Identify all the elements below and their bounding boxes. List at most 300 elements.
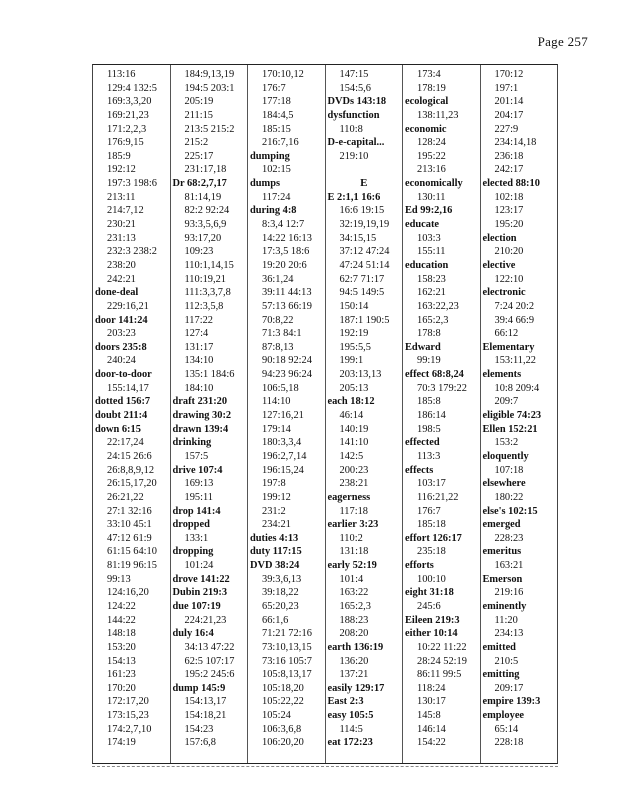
- index-term: duties 4:13: [250, 532, 299, 544]
- index-reference: 177:18: [262, 96, 291, 108]
- index-reference: 199:1: [339, 355, 364, 367]
- index-reference: 70:3 179:22: [417, 382, 467, 394]
- index-reference: 103:17: [417, 478, 446, 490]
- index-term: drive 107:4: [172, 464, 223, 476]
- index-reference: 174:19: [107, 737, 136, 749]
- index-reference: 174:2,7,10: [107, 723, 152, 735]
- index-reference: 99:19: [417, 355, 441, 367]
- index-reference: 154:22: [417, 737, 446, 749]
- index-reference: 163:22: [339, 587, 369, 599]
- index-reference: 176:7: [262, 82, 286, 94]
- index-reference: 238:20: [107, 259, 136, 271]
- index-reference: 204:17: [494, 109, 524, 121]
- index-reference: 195:20: [494, 219, 524, 231]
- index-reference: 87:8,13: [262, 341, 294, 353]
- index-term: dump 145:9: [172, 682, 226, 694]
- index-reference: 185:8: [417, 396, 441, 408]
- index-reference: 154:13: [107, 655, 136, 667]
- index-term: DVDs 143:18: [327, 96, 387, 108]
- index-reference: 216:7,16: [262, 137, 299, 149]
- index-term: education: [405, 259, 449, 271]
- index-reference: 26:15,17,20: [107, 478, 157, 490]
- index-reference: 33:10 45:1: [107, 519, 152, 531]
- index-reference: 110:1,14,15: [184, 259, 234, 271]
- index-reference: 137:21: [339, 669, 369, 681]
- index-reference: 101:24: [184, 560, 214, 572]
- index-reference: 142:5: [339, 450, 364, 462]
- index-reference: 65:20,23: [262, 600, 299, 612]
- index-reference: [326, 163, 403, 177]
- index-reference: 39:3,6,13: [262, 573, 302, 585]
- index-reference: 178:19: [417, 82, 446, 94]
- index-term: Ed 99:2,16: [405, 205, 453, 217]
- index-reference: 124:16,20: [107, 587, 149, 599]
- index-reference: 155:14,17: [107, 382, 149, 394]
- index-term: Dr 68:2,7,17: [172, 178, 227, 190]
- index-reference: 196:2,7,14: [262, 450, 307, 462]
- index-term: duty 117:15: [250, 546, 302, 558]
- index-term: dotted 156:7: [95, 396, 151, 408]
- index-term: drove 141:22: [172, 573, 230, 585]
- page-number: Page 257: [537, 34, 588, 49]
- index-reference: 208:20: [339, 628, 369, 640]
- index-reference: 170:20: [107, 682, 136, 694]
- index-reference: 176:7: [417, 505, 441, 517]
- index-reference: 184:10: [184, 382, 214, 394]
- index-reference: 46:14: [339, 410, 364, 422]
- index-reference: 236:18: [494, 150, 524, 162]
- index-reference: 62:5 107:17: [184, 655, 235, 667]
- index-reference: 37:12 47:24: [339, 246, 390, 258]
- index-reference: 117:22: [184, 314, 213, 326]
- index-reference: 148:18: [107, 628, 136, 640]
- index-term: door-to-door: [95, 369, 152, 381]
- index-reference: 153:2: [494, 437, 519, 449]
- index-reference: 124:22: [107, 600, 136, 612]
- index-term: elements: [482, 369, 522, 381]
- index-reference: 106:20,20: [262, 737, 304, 749]
- index-reference: 39:18,22: [262, 587, 299, 599]
- index-reference: 110:2: [339, 532, 363, 544]
- index-reference: 245:6: [417, 600, 441, 612]
- index-reference: 232:3 238:2: [107, 246, 157, 258]
- index-reference: 140:19: [339, 423, 369, 435]
- index-reference: 141:10: [339, 437, 369, 449]
- index-reference: 187:1 190:5: [339, 314, 390, 326]
- index-term: emitting: [482, 669, 520, 681]
- index-reference: 129:4 132:5: [107, 82, 157, 94]
- index-term: dumps: [250, 178, 281, 190]
- index-reference: 205:19: [184, 96, 214, 108]
- index-reference: 138:11,23: [417, 109, 459, 121]
- index-reference: 81:14,19: [184, 191, 222, 203]
- index-reference: 213:11: [107, 191, 136, 203]
- index-reference: 154:5,6: [339, 82, 371, 94]
- index-reference: 117:24: [262, 191, 291, 203]
- index-reference: 81:19 96:15: [107, 560, 157, 572]
- index-term: emeritus: [482, 546, 522, 558]
- index-reference: 185:15: [262, 123, 291, 135]
- index-reference: 205:13: [339, 382, 369, 394]
- index-reference: 214:7,12: [107, 205, 144, 217]
- index-reference: 213:5 215:2: [184, 123, 235, 135]
- index-reference: 135:1 184:6: [184, 369, 235, 381]
- index-term: elective: [482, 259, 516, 271]
- index-column-4: [326, 65, 404, 763]
- index-reference: 163:21: [494, 560, 524, 572]
- index-reference: 70:8,22: [262, 314, 294, 326]
- index-reference: 10:8 209:4: [494, 382, 540, 394]
- index-term: eminently: [482, 600, 527, 612]
- index-reference: 178:8: [417, 328, 441, 340]
- index-reference: 100:10: [417, 573, 446, 585]
- index-column-1: [93, 65, 171, 763]
- index-reference: 184:9,13,19: [184, 69, 235, 80]
- index-reference: 163:22,23: [417, 300, 459, 312]
- index-reference: 230:21: [107, 219, 136, 231]
- index-reference: 196:15,24: [262, 464, 304, 476]
- index-reference: 8:3,4 12:7: [262, 219, 305, 231]
- index-reference: 192:19: [339, 328, 369, 340]
- index-reference: 111:3,3,7,8: [184, 287, 231, 299]
- index-term: duly 16:4: [172, 628, 214, 640]
- index-term: drawn 139:4: [172, 423, 229, 435]
- index-term: E 2:1,1 16:6: [327, 191, 381, 203]
- index-term: ecological: [405, 96, 449, 108]
- index-reference: 158:23: [417, 273, 446, 285]
- index-reference: 186:14: [417, 410, 446, 422]
- index-reference: 154:23: [184, 723, 214, 735]
- index-reference: 112:3,5,8: [184, 300, 224, 312]
- index-reference: 172:17,20: [107, 696, 149, 708]
- index-reference: 242:21: [107, 273, 136, 285]
- index-term: elected 88:10: [482, 178, 540, 190]
- index-term: Eileen 219:3: [405, 614, 460, 626]
- index-reference: 61:15 64:10: [107, 546, 157, 558]
- index-reference: 82:2 92:24: [184, 205, 230, 217]
- index-column-5: [403, 65, 481, 763]
- index-reference: 71:3 84:1: [262, 328, 302, 340]
- index-reference: 165:2,3: [339, 600, 371, 612]
- index-reference: 93:3,5,6,9: [184, 219, 227, 231]
- index-reference: 225:17: [184, 150, 214, 162]
- bottom-rule: [92, 766, 558, 767]
- index-reference: 146:14: [417, 723, 446, 735]
- index-reference: 101:4: [339, 573, 364, 585]
- index-reference: 224:21,23: [184, 614, 227, 626]
- index-term: earlier 3:23: [327, 519, 379, 531]
- index-reference: 219:10: [339, 150, 369, 162]
- index-reference: 128:24: [417, 137, 446, 149]
- index-reference: 65:14: [494, 723, 519, 735]
- index-reference: 228:18: [494, 737, 524, 749]
- index-term: during 4:8: [250, 205, 297, 217]
- index-term: either 10:14: [405, 628, 458, 640]
- index-reference: 16:6 19:15: [339, 205, 385, 217]
- index-reference: 144:22: [107, 614, 136, 626]
- index-reference: 122:10: [494, 273, 524, 285]
- index-reference: 227:9: [494, 123, 519, 135]
- index-term: each 18:12: [327, 396, 375, 408]
- index-reference: 73:16 105:7: [262, 655, 312, 667]
- index-term: door 141:24: [95, 314, 148, 326]
- index-reference: 171:2,2,3: [107, 123, 147, 135]
- index-term: dysfunction: [327, 109, 380, 121]
- index-reference: 34:15,15: [339, 232, 377, 244]
- index-reference: 234:13: [494, 628, 524, 640]
- index-reference: 114:10: [262, 396, 291, 408]
- index-table: [92, 64, 558, 764]
- index-reference: 179:14: [262, 423, 291, 435]
- index-reference: 211:15: [184, 109, 213, 121]
- index-reference: 94:23 96:24: [262, 369, 312, 381]
- index-reference: 170:12: [494, 69, 524, 80]
- index-reference: 180:22: [494, 491, 524, 503]
- index-term: earth 136:19: [327, 641, 384, 653]
- index-term: Edward: [405, 341, 441, 353]
- index-term: done-deal: [95, 287, 139, 299]
- index-term: DVD 38:24: [250, 560, 300, 572]
- index-reference: 19:20 20:6: [262, 259, 307, 271]
- index-reference: 39:11 44:13: [262, 287, 312, 299]
- index-term: eat 172:23: [327, 737, 373, 749]
- index-term: Ellen 152:21: [482, 423, 538, 435]
- index-reference: 105:8,13,17: [262, 669, 312, 681]
- index-term: effects: [405, 464, 434, 476]
- index-term: eloquently: [482, 450, 529, 462]
- index-reference: 36:1,24: [262, 273, 294, 285]
- index-reference: 219:16: [494, 587, 524, 599]
- index-reference: 173:15,23: [107, 710, 149, 722]
- index-reference: 195:22: [417, 150, 446, 162]
- index-reference: 155:11: [417, 246, 446, 258]
- index-reference: 195:11: [184, 491, 213, 503]
- index-term: dropping: [172, 546, 214, 558]
- index-term: empire 139:3: [482, 696, 541, 708]
- index-reference: 99:13: [107, 573, 131, 585]
- index-reference: 47:12 61:9: [107, 532, 152, 544]
- section-letter: E: [360, 177, 368, 190]
- index-reference: 145:8: [417, 710, 441, 722]
- index-term: educate: [405, 219, 440, 231]
- index-reference: 47:24 51:14: [339, 259, 390, 271]
- index-reference: 197:1: [494, 82, 519, 94]
- index-term: effect 68:8,24: [405, 369, 464, 381]
- index-term: efforts: [405, 560, 434, 572]
- index-term: eligible 74:23: [482, 410, 542, 422]
- index-term: down 6:15: [95, 423, 141, 435]
- index-reference: 127:16,21: [262, 410, 304, 422]
- index-reference: 102:15: [262, 164, 291, 176]
- index-reference: 153:20: [107, 641, 136, 653]
- index-reference: 118:24: [417, 682, 446, 694]
- index-term: Elementary: [482, 341, 535, 353]
- index-column-6: [481, 65, 558, 763]
- index-term: early 52:19: [327, 560, 377, 572]
- index-reference: 117:18: [339, 505, 368, 517]
- index-reference: 24:15 26:6: [107, 450, 152, 462]
- index-reference: 169:21,23: [107, 109, 149, 121]
- index-reference: 209:7: [494, 396, 519, 408]
- index-term: drinking: [172, 437, 212, 449]
- index-reference: 34:13 47:22: [184, 641, 235, 653]
- index-reference: 39:4 66:9: [494, 314, 535, 326]
- index-reference: 93:17,20: [184, 232, 222, 244]
- index-term: drop 141:4: [172, 505, 221, 517]
- index-reference: 133:1: [184, 532, 209, 544]
- index-reference: 110:8: [339, 123, 363, 135]
- index-reference: 107:18: [494, 464, 524, 476]
- index-reference: 180:3,3,4: [262, 437, 302, 449]
- index-reference: 26:8,8,9,12: [107, 464, 155, 476]
- index-reference: 105:22,22: [262, 696, 304, 708]
- index-reference: 192:12: [107, 164, 136, 176]
- index-term: dumping: [250, 150, 290, 162]
- index-term: eagerness: [327, 491, 371, 503]
- index-reference: 199:12: [262, 491, 291, 503]
- index-reference: 234:14,18: [494, 137, 537, 149]
- index-reference: 7:24 20:2: [494, 300, 535, 312]
- index-reference: 102:18: [494, 191, 524, 203]
- index-reference: 157:5: [184, 450, 209, 462]
- index-reference: 130:17: [417, 696, 446, 708]
- index-reference: 32:19,19,19: [339, 219, 390, 231]
- index-reference: 130:11: [417, 191, 446, 203]
- index-reference: 197:8: [262, 478, 286, 490]
- index-reference: 165:2,3: [417, 314, 449, 326]
- index-term: effected: [405, 437, 440, 449]
- index-term: easy 105:5: [327, 710, 374, 722]
- index-reference: 195:5,5: [339, 341, 371, 353]
- index-reference: 106:5,18: [262, 382, 299, 394]
- index-reference: 66:1,6: [262, 614, 289, 626]
- index-reference: 153:11,22: [494, 355, 536, 367]
- index-reference: 235:18: [417, 546, 446, 558]
- index-reference: 184:4,5: [262, 109, 294, 121]
- index-reference: 11:20: [494, 614, 518, 626]
- index-reference: 109:23: [184, 246, 214, 258]
- index-term: doubt 211:4: [95, 410, 148, 422]
- index-term: emitted: [482, 641, 516, 653]
- index-term: electronic: [482, 287, 526, 299]
- index-reference: 169:3,3,20: [107, 96, 152, 108]
- index-reference: 209:17: [494, 682, 524, 694]
- index-reference: 116:21,22: [417, 491, 459, 503]
- index-reference: 71:21 72:16: [262, 628, 312, 640]
- index-term: eight 31:18: [405, 587, 454, 599]
- index-reference: 157:6,8: [184, 737, 216, 749]
- index-reference: 188:23: [339, 614, 369, 626]
- index-reference: 14:22 16:13: [262, 232, 312, 244]
- index-term: employee: [482, 710, 525, 722]
- index-reference: 26:21,22: [107, 491, 144, 503]
- index-reference: 62:7 71:17: [339, 273, 385, 285]
- index-reference: 127:4: [184, 328, 209, 340]
- index-term: election: [482, 232, 517, 244]
- index-column-3: [248, 65, 326, 763]
- index-reference: 131:17: [184, 341, 214, 353]
- index-reference: 197:3 198:6: [107, 178, 157, 190]
- index-reference: 242:17: [494, 164, 524, 176]
- index-reference: 194:5 203:1: [184, 82, 235, 94]
- index-term: economic: [405, 123, 447, 135]
- index-reference: 113:3: [417, 450, 441, 462]
- index-reference: 215:2: [184, 137, 209, 149]
- index-reference: 240:24: [107, 355, 136, 367]
- index-term: emerged: [482, 519, 521, 531]
- index-reference: 210:5: [494, 655, 519, 667]
- index-term: effort 126:17: [405, 532, 462, 544]
- index-reference: 66:12: [494, 328, 519, 340]
- index-reference: 213:16: [417, 164, 446, 176]
- index-reference: 114:5: [339, 723, 363, 735]
- index-reference: 123:17: [494, 205, 524, 217]
- index-reference: 17:3,5 18:6: [262, 246, 310, 258]
- index-column-2: [171, 65, 249, 763]
- index-term: draft 231:20: [172, 396, 228, 408]
- index-reference: 136:20: [339, 655, 369, 667]
- index-reference: 103:3: [417, 232, 441, 244]
- index-term: dropped: [172, 519, 210, 531]
- index-reference: 86:11 99:5: [417, 669, 462, 681]
- index-reference: 185:9: [107, 150, 131, 162]
- index-term: Dubin 219:3: [172, 587, 228, 599]
- index-term: elsewhere: [482, 478, 526, 490]
- index-reference: 113:16: [107, 69, 136, 80]
- index-reference: 134:10: [184, 355, 214, 367]
- index-reference: 231:17,18: [184, 164, 227, 176]
- index-term: drawing 30:2: [172, 410, 232, 422]
- index-reference: 238:21: [339, 478, 369, 490]
- index-reference: 210:20: [494, 246, 524, 258]
- index-reference: 185:18: [417, 519, 446, 531]
- index-reference: 200:23: [339, 464, 369, 476]
- index-reference: 150:14: [339, 300, 369, 312]
- index-reference: 131:18: [339, 546, 369, 558]
- index-reference: 198:5: [417, 423, 441, 435]
- index-term: East 2:3: [327, 696, 364, 708]
- index-reference: 176:9,15: [107, 137, 144, 149]
- index-term: economically: [405, 178, 463, 190]
- index-reference: 162:21: [417, 287, 446, 299]
- index-reference: 110:19,21: [184, 273, 226, 285]
- index-reference: 229:16,21: [107, 300, 149, 312]
- index-reference: 147:15: [339, 69, 369, 80]
- index-reference: 57:13 66:19: [262, 300, 312, 312]
- index-reference: 173:4: [417, 69, 441, 80]
- index-reference: 201:14: [494, 96, 524, 108]
- index-reference: 195:2 245:6: [184, 669, 235, 681]
- index-reference: 228:23: [494, 532, 524, 544]
- index-term: Emerson: [482, 573, 523, 585]
- index-reference: 27:1 32:16: [107, 505, 152, 517]
- index-reference: 234:21: [262, 519, 291, 531]
- index-reference: 154:13,17: [184, 696, 227, 708]
- index-reference: 203:23: [107, 328, 136, 340]
- index-reference: 161:23: [107, 669, 136, 681]
- index-reference: 105:24: [262, 710, 291, 722]
- index-reference: 22:17,24: [107, 437, 144, 449]
- index-reference: 154:18,21: [184, 710, 227, 722]
- index-reference: 73:10,13,15: [262, 641, 312, 653]
- index-term: else's 102:15: [482, 505, 538, 517]
- index-reference: 231:2: [262, 505, 286, 517]
- index-reference: 203:13,13: [339, 369, 382, 381]
- index-term: D-e-capital...: [327, 137, 385, 149]
- index-reference: 10:22 11:22: [417, 641, 467, 653]
- index-term: due 107:19: [172, 600, 221, 612]
- index-term: easily 129:17: [327, 682, 385, 694]
